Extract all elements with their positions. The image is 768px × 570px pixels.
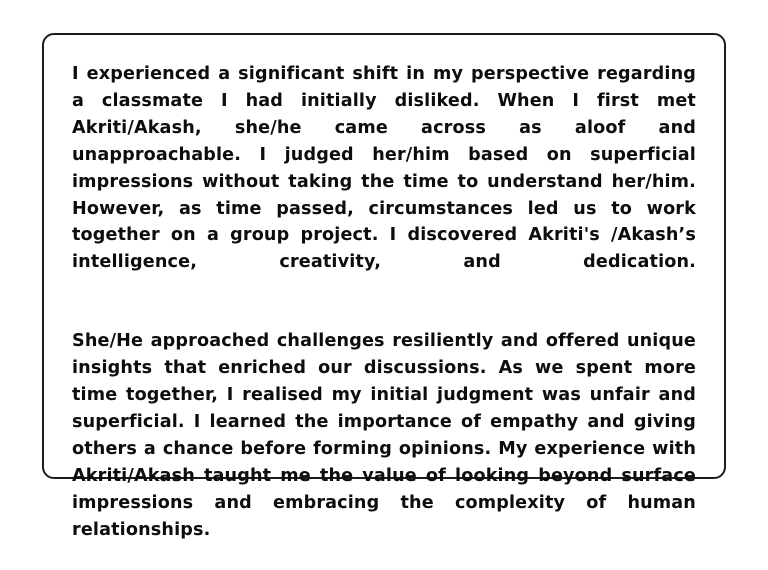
- text-card: [42, 33, 726, 540]
- paragraph-1: I experienced a significant shift in my perspective regarding a classmate I had initially disliked. When I first met Akriti/Akash, she/he came across as aloof and unapproachable. I judged her/him based on superficial impressions without taking the time to understand her/him. However, as time passed, circumstances led us to work together on a group project. I discovered Akriti's /Akash’s intelligence, creativity, and dedication.: [72, 64, 696, 273]
- paragraph-2: She/He approached challenges resiliently and offered unique insights that enriched our discussions. As we spent more time together, I realised my initial judgment was unfair and superficial. I learned the importance of empathy and giving others a chance before forming opinions. My experience with Akriti/Akash taught me the value of looking beyond surface impressions and embracing the complexity of human relationships.: [72, 331, 696, 540]
